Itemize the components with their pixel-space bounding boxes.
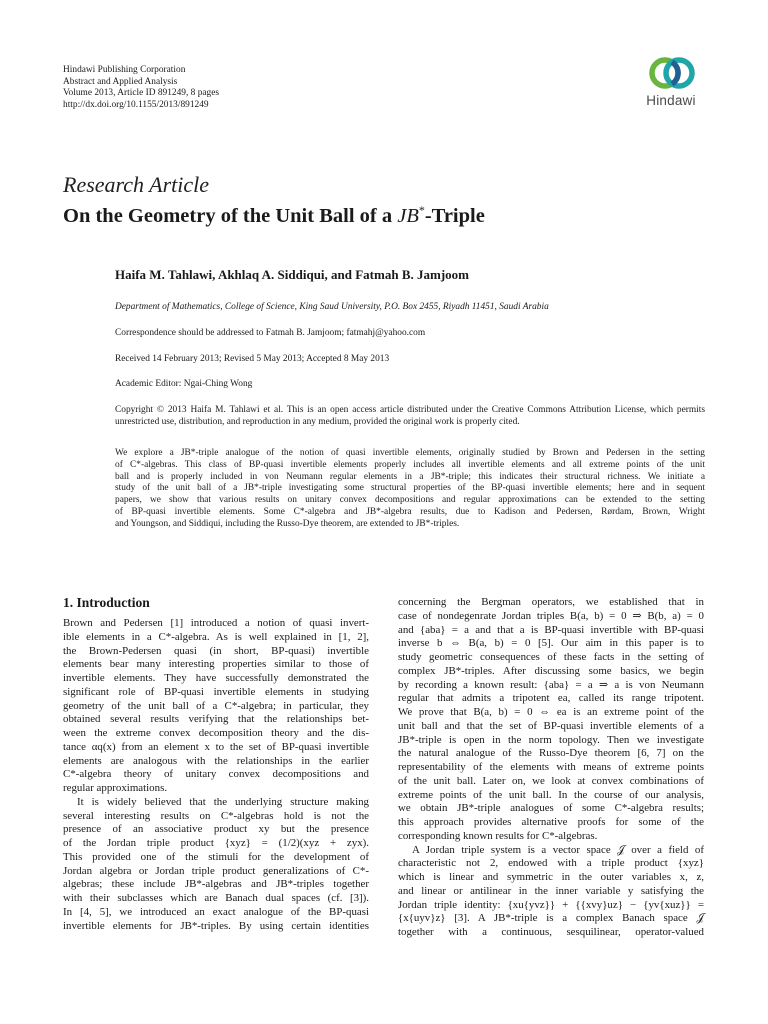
correspondence: Correspondence should be addressed to Fatmah B. Jamjoom; fatmahj@yahoo.com xyxy=(115,328,426,338)
text-line: presence of an associative product xy but the presence xyxy=(63,823,369,836)
abstract-line: ball and is properly included in von Neumann regular elements in a JB*-triple; this indicates their structural richness. We initiate a xyxy=(115,471,705,482)
text-line: In [4, 5], we introduced an exact analogue of the BP-quasi xyxy=(63,905,369,918)
right-column xyxy=(398,596,704,940)
text-line: concerning the Bergman operators, we established that in xyxy=(398,596,704,608)
hindawi-logo-text: Hindawi xyxy=(646,93,696,108)
text-line: C*-algebra theory of unitary convex decompositions and xyxy=(63,768,369,781)
text-line: tance αq(x) from an element x to the set of BP-quasi invertible xyxy=(63,740,369,753)
publisher-line: Hindawi Publishing Corporation xyxy=(63,65,186,75)
abstract-line: and Youngson, and Siddiqui, including the Russo-Dye theorem, are extended to JB*-triples. xyxy=(115,518,460,529)
text-line: representability of the elements with means of extreme points xyxy=(398,761,704,773)
text-line: We prove that B(a, b) = 0 ⇔ ea is an extreme point of the xyxy=(398,706,704,718)
text-line: Jordan algebra or Jordan triple product generalizations of C*- xyxy=(63,864,369,877)
text-line: complex JB*-triples. After discussing some basics, we begin xyxy=(398,664,704,677)
text-line: this approach provides alternative proofs for some of the xyxy=(398,816,704,828)
abstract xyxy=(115,448,705,531)
text-line: obtained several results verifying that the relationships bet- xyxy=(63,713,369,726)
text-line: JB*-triple is open in the norm topology. Then we investigate xyxy=(398,733,704,746)
text-line: algebras; these include JB*-algebras and JB*-triples together xyxy=(63,878,369,891)
text-line: of the Jordan triple product {xyz} = (1/2)(xyz + zyx). xyxy=(63,837,369,849)
text-line: elements bear many interesting properties similar to those of xyxy=(63,658,369,671)
publisher-info xyxy=(63,65,219,111)
text-line: we obtain JB*-triple analogues of some C*-algebra results; xyxy=(398,802,704,815)
text-line: the Brown-Pedersen quasi (in short, BP-quasi) invertible xyxy=(63,644,369,657)
text-line: inverse b ⇔ B(a, b) = 0 [5]. Our aim in this paper is to xyxy=(398,637,704,650)
text-line: It is widely believed that the underlying structure making xyxy=(77,795,369,808)
text-line: invertible elements. They have successfully demonstrated the xyxy=(63,672,369,684)
abstract-line: of BP-quasi invertible elements. Some C*-algebra and JB*-algebra results, due to Kadison and Pedersen, Rørdam, Brown, Wright xyxy=(115,506,705,517)
text-line: ible elements in a C*-algebra. As is well explained in [1, 2], xyxy=(63,630,369,643)
academic-editor: Academic Editor: Ngai-Ching Wong xyxy=(115,379,253,389)
text-line: unit ball and that the set of BP-quasi invertible elements of a xyxy=(398,719,704,732)
text-line: significant role of BP-quasi invertible elements in studying xyxy=(63,685,369,698)
left-column xyxy=(63,617,369,933)
text-line: A Jordan triple system is a vector space 𝒥 over a field of xyxy=(412,843,704,856)
authors: Haifa M. Tahlawi, Akhlaq A. Siddiqui, and Fatmah B. Jamjoom xyxy=(115,267,469,282)
text-line: invertible elements for JB*-triples. By using certain identities xyxy=(63,919,369,932)
text-line: study geometric consequences of these facts in the setting of xyxy=(398,651,704,663)
text-line: together with a continuous, sesquilinear, operator-valued xyxy=(398,926,704,938)
doi-link[interactable]: http://dx.doi.org/10.1155/2013/891249 xyxy=(63,99,209,110)
article-title: On the Geometry of the Unit Ball of a JB*-Triple xyxy=(63,203,485,227)
volume-line: Volume 2013, Article ID 891249, 8 pages xyxy=(63,88,220,99)
text-line: extreme points of the unit ball. In the course of our analysis, xyxy=(398,788,704,801)
text-line: several interesting results on C*-algebras hold is not the xyxy=(63,809,369,822)
text-line: and linear or antilinear in the inner variable y satisfying the xyxy=(398,884,704,897)
journal-line: Abstract and Applied Analysis xyxy=(63,76,178,87)
text-line: elements are analogous with the relationships in the earlier xyxy=(63,754,369,767)
text-line: geometry of the unit ball of a C*-algebra; in particular, they xyxy=(63,699,369,712)
text-line: of the unit ball. Later on, we look at convex combinations of xyxy=(398,774,704,787)
text-line: Brown and Pedersen [1] introduced a notion of quasi invert- xyxy=(63,617,369,629)
text-line: regular approximations. xyxy=(63,782,168,794)
abstract-line: We explore a JB*-triple analogue of the notion of quasi invertible elements, originally studied by Brown and Pedersen in the setting xyxy=(115,448,705,458)
section-heading: 1. Introduction xyxy=(63,595,150,610)
abstract-line: study of the unit ball of a JB*-triple investigating some structural properties of the BP-quasi invertible elements; here and in sequent xyxy=(115,483,705,494)
text-line: by recording a known result: {aba} = a ⇒ a is von Neumann xyxy=(398,678,704,691)
article-type: Research Article xyxy=(63,172,210,197)
text-line: corresponding known results for C*-algebras. xyxy=(398,829,598,842)
abstract-line: of C*-algebras. This class of BP-quasi invertible elements properly includes all invertible elements and all extreme points of the unit xyxy=(115,459,705,470)
text-line: characteristic not 2, endowed with a triple product {xyz} xyxy=(398,857,704,870)
abstract-line: papers, we show that various results on unitary convex decompositions and regular approximations can be extended to the setting xyxy=(115,495,705,506)
text-line: the natural analogue of the Russo-Dye theorem [6, 7] on the xyxy=(398,747,704,760)
text-line: This provided one of the stimuli for the development of xyxy=(63,850,369,863)
text-line: Jordan triple identity: {xu{yvz}} + {{xvy}uz} − {yv{xuz}} = xyxy=(398,898,704,911)
copyright-notice: Copyright © 2013 Haifa M. Tahlawi et al. This is an open access article distributed under the Creative Commons Attribution License, which permits unrestricted use, distribution, and reproduction in any medium, provided the original work is properly cited. xyxy=(115,405,705,427)
text-line: case of nondegenrate Jordan triples B(a, b) = 0 ⇒ B(b, a) = 0 xyxy=(398,609,704,622)
text-line: {x{uyv}z} [3]. A JB*-triple is a complex Banach space 𝒥 xyxy=(398,912,704,925)
text-line: with their subclasses which are Banach dual spaces (cf. [3]). xyxy=(63,892,369,904)
text-line: which is linear and symmetric in the outer variables x, z, xyxy=(398,871,704,883)
affiliation: Department of Mathematics, College of Science, King Saud University, P.O. Box 2455, Riyadh 11451, Saudi Arabia xyxy=(115,302,549,312)
text-line: regular that admits a tripotent ea, called its range tripotent. xyxy=(398,692,704,705)
text-line: and {aba} = a and that a is BP-quasi invertible with BP-quasi xyxy=(398,623,704,636)
text-line: ween the extreme convex decomposition theory and the dis- xyxy=(63,727,369,739)
dates: Received 14 February 2013; Revised 5 May 2013; Accepted 8 May 2013 xyxy=(115,354,390,364)
